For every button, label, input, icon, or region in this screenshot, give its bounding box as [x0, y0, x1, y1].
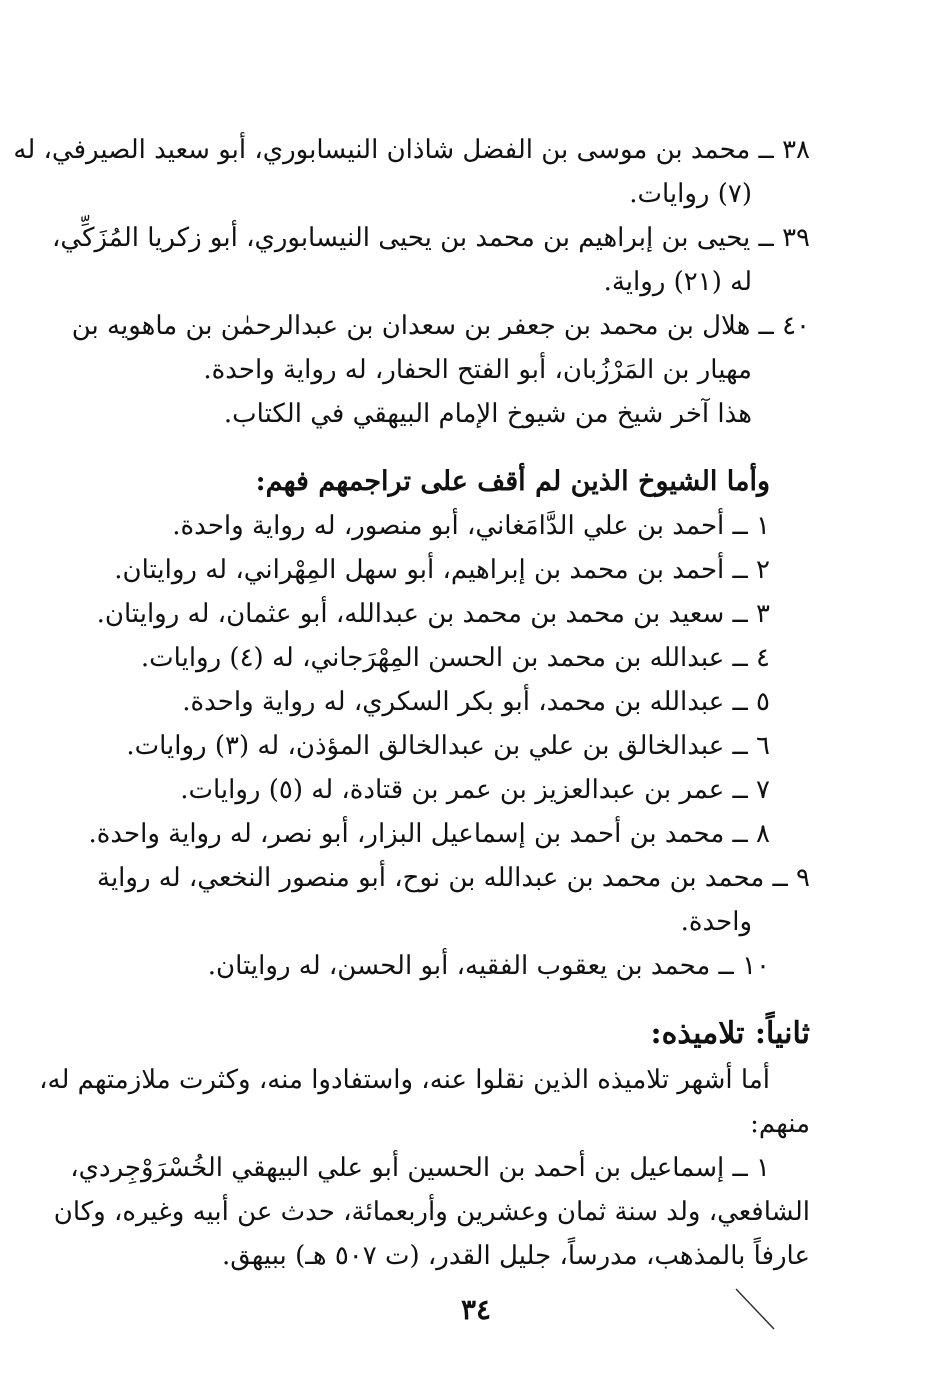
unknown-teacher-10: ١٠ ــ محمد بن يعقوب الفقيه، أبو الحسن، له روايتان.: [207, 951, 770, 981]
student-1-line-2: الشافعي، ولد سنة ثمان وعشرين وأربعمائة، حدث عن أبيه وغيره، وكان: [53, 1197, 810, 1227]
students-intro-line-2: منهم:: [750, 1109, 810, 1139]
unknown-teacher-9-line-1: ٩ ــ محمد بن محمد بن عبدالله بن نوح، أبو منصور النخعي، له رواية: [97, 863, 810, 893]
teacher-40-line-1: ٤٠ ــ هلال بن محمد بن جعفر بن سعدان بن عبدالرحمٰن بن ماهويه بن: [71, 311, 810, 341]
unknown-teacher-3: ٣ ــ سعيد بن محمد بن محمد بن عبدالله، أبو عثمان، له روايتان.: [96, 599, 770, 629]
page-number: ٣٤: [460, 1293, 492, 1326]
unknown-teacher-8: ٨ ــ محمد بن أحمد بن إسماعيل البزار، أبو نصر، له رواية واحدة.: [88, 819, 770, 849]
scan-stroke-mark: [730, 1285, 780, 1335]
unknown-teacher-2: ٢ ــ أحمد بن محمد بن إبراهيم، أبو سهل المِهْراني، له روايتان.: [114, 555, 770, 585]
unknown-teachers-heading: وأما الشيوخ الذين لم أقف على تراجمهم فهم:: [255, 466, 770, 497]
students-intro-line-1: أما أشهر تلاميذه الذين نقلوا عنه، واستفادوا منه، وكثرت ملازمتهم له،: [39, 1065, 770, 1095]
unknown-teacher-1: ١ ــ أحمد بن علي الدَّامَغاني، أبو منصور، له رواية واحدة.: [172, 511, 770, 541]
unknown-teacher-7: ٧ ــ عمر بن عبدالعزيز بن عمر بن قتادة، له (٥) روايات.: [180, 775, 770, 805]
teacher-38-line-1: ٣٨ ــ محمد بن موسى بن الفضل شاذان النيسابوري، أبو سعيد الصيرفي، له: [13, 135, 810, 165]
known-teachers-list: [13, 128, 810, 436]
unknown-teacher-4: ٤ ــ عبدالله بن محمد بن الحسن المِهْرَجاني، له (٤) روايات.: [140, 643, 770, 673]
student-1-line-1: ١ ــ إسماعيل بن أحمد بن الحسين أبو علي البيهقي الخُسْرَوْجِردي،: [70, 1153, 770, 1183]
unknown-teacher-9-line-2: واحدة.: [680, 907, 752, 937]
students-section-title: ثانياً: تلاميذه:: [650, 1016, 810, 1051]
unknown-teachers-list: [88, 460, 810, 988]
teacher-39-line-2: له (٢١) رواية.: [603, 267, 752, 297]
unknown-teacher-5: ٥ ــ عبدالله بن محمد، أبو بكر السكري، له رواية واحدة.: [182, 687, 770, 717]
teacher-38-line-2: (٧) روايات.: [629, 179, 752, 209]
teacher-40-line-2: مهيار بن المَرْزُبان، أبو الفتح الحفار، له رواية واحدة.: [203, 355, 752, 385]
students-section: [39, 1010, 810, 1278]
unknown-teacher-6: ٦ ــ عبدالخالق بن علي بن عبدالخالق المؤذن، له (٣) روايات.: [126, 731, 770, 761]
teacher-40-line-3: هذا آخر شيخ من شيوخ الإمام البيهقي في الكتاب.: [223, 399, 752, 429]
student-1-line-3: عارفاً بالمذهب، مدرساً، جليل القدر، (ت ٥٠٧ هـ) ببيهق.: [221, 1241, 810, 1271]
teacher-39-line-1: ٣٩ ــ يحيى بن إبراهيم بن محمد بن يحيى النيسابوري، أبو زكريا المُزَكِّي،: [52, 223, 810, 253]
